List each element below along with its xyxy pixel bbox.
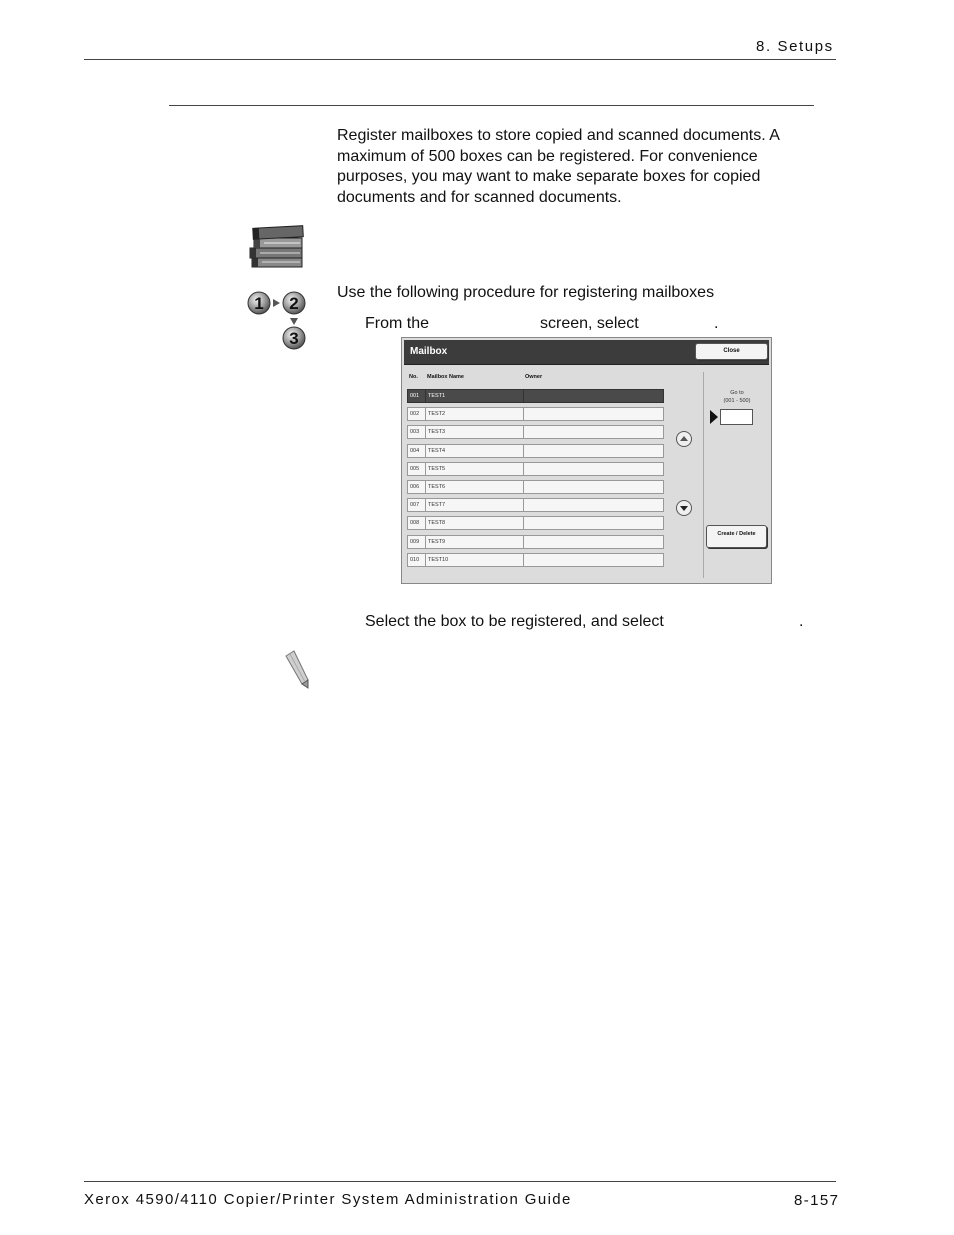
mailbox-screen — [401, 337, 772, 584]
row-mailbox-name: TEST7 — [425, 498, 524, 512]
row-mailbox-name: TEST9 — [425, 535, 524, 549]
row-number: 010 — [407, 553, 426, 567]
header-rule — [84, 59, 836, 60]
scroll-up-icon[interactable] — [676, 431, 692, 447]
steps-icon — [246, 288, 310, 352]
table-row[interactable] — [407, 516, 664, 530]
row-owner — [523, 516, 664, 530]
column-header-name: Mailbox Name — [427, 374, 464, 380]
table-row[interactable] — [407, 407, 664, 421]
row-mailbox-name: TEST10 — [425, 553, 524, 567]
footer-title: Xerox 4590/4110 Copier/Printer System Administration Guide — [84, 1191, 572, 1208]
footer-rule — [84, 1181, 836, 1182]
table-row[interactable] — [407, 480, 664, 494]
scroll-down-icon[interactable] — [676, 500, 692, 516]
row-mailbox-name: TEST3 — [425, 425, 524, 439]
table-row[interactable] — [407, 553, 664, 567]
row-number: 005 — [407, 462, 426, 476]
section-rule — [169, 105, 814, 106]
intro-line: documents and for scanned documents. — [337, 188, 622, 206]
goto-range: (001 - 500) — [723, 398, 751, 404]
row-number: 007 — [407, 498, 426, 512]
step1-text-a: From the — [365, 315, 430, 332]
screen-title: Mailbox — [410, 346, 448, 357]
row-owner — [523, 425, 664, 439]
books-icon — [248, 222, 308, 270]
row-number: 006 — [407, 480, 426, 494]
row-number: 004 — [407, 444, 426, 458]
row-number: 002 — [407, 407, 426, 421]
step-number: 1 — [254, 294, 264, 313]
step-number: 3 — [289, 329, 299, 348]
step1-text-c: . — [714, 315, 719, 332]
procedure-lead: Use the following procedure for registering mailboxes — [337, 284, 715, 301]
table-row[interactable] — [407, 425, 664, 439]
page-number: 8-157 — [794, 1192, 840, 1209]
running-header: 8. Setups — [756, 38, 834, 55]
row-owner — [523, 389, 664, 403]
row-owner — [523, 535, 664, 549]
row-mailbox-name: TEST1 — [425, 389, 524, 403]
row-owner — [523, 553, 664, 567]
step2-text-a: Select the box to be registered, and select — [365, 613, 664, 630]
row-mailbox-name: TEST5 — [425, 462, 524, 476]
row-mailbox-name: TEST6 — [425, 480, 524, 494]
column-header-owner: Owner — [525, 374, 543, 380]
goto-input[interactable] — [720, 409, 753, 425]
arrow-right-icon — [709, 410, 719, 424]
table-row[interactable] — [407, 462, 664, 476]
row-mailbox-name: TEST8 — [425, 516, 524, 530]
table-row[interactable] — [407, 498, 664, 512]
row-owner — [523, 480, 664, 494]
column-header-no: No. — [409, 374, 418, 380]
step2-text-b: . — [799, 613, 804, 630]
row-owner — [523, 462, 664, 476]
table-row[interactable] — [407, 444, 664, 458]
table-row[interactable] — [407, 389, 664, 403]
note-pencil-icon — [284, 650, 312, 690]
create-delete-button[interactable]: Create / Delete — [706, 525, 767, 548]
intro-line: purposes, you may want to make separate boxes for copied — [337, 168, 761, 185]
row-number: 008 — [407, 516, 426, 530]
row-owner — [523, 407, 664, 421]
row-number: 001 — [407, 389, 426, 403]
row-mailbox-name: TEST4 — [425, 444, 524, 458]
row-owner — [523, 498, 664, 512]
goto-label: Go to — [730, 390, 744, 396]
row-number: 003 — [407, 425, 426, 439]
row-mailbox-name: TEST2 — [425, 407, 524, 421]
table-row[interactable] — [407, 535, 664, 549]
row-number: 009 — [407, 535, 426, 549]
intro-line: Register mailboxes to store copied and scanned documents. A — [337, 127, 780, 144]
intro-line: maximum of 500 boxes can be registered. For convenience — [337, 147, 758, 165]
step-number: 2 — [289, 294, 299, 313]
close-button[interactable]: Close — [695, 343, 768, 360]
intro-paragraph — [337, 126, 827, 208]
row-owner — [523, 444, 664, 458]
step1-text-b: screen, select — [540, 315, 639, 332]
panel-divider — [703, 372, 704, 578]
